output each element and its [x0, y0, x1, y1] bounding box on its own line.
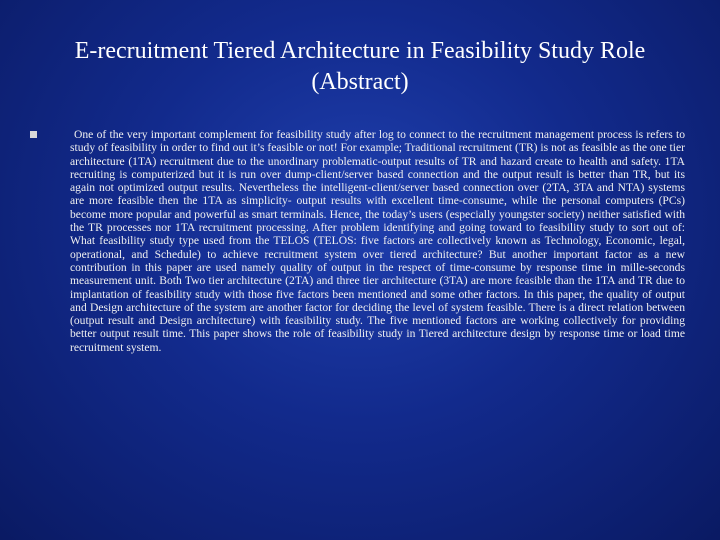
slide-title: E-recruitment Tiered Architecture in Feasibility Study Role (Abstract): [74, 38, 646, 95]
square-bullet-icon: [30, 131, 37, 138]
abstract-paragraph: One of the very important complement for feasibility study after log to connect to the recruitment management process is refers to study of feasibility in order to find out it’s feasible or not! For example; Traditional recruitment (TR) is not as feasible as the one tier architecture (1TA) recruitment due to the unordinary problematic-output results of TR and hazard create to health and safety. 1TA recruiting is computerized but it is run over dump-client/server based connection and the output result is better than TR, but its again not optimized output results. Nevertheless the intelligent-client/server based connection over (2TA, 3TA and NTA) systems are more feasible then the 1TA as simplicity- output results with excellent time-consume, while the personal computers (PCs) become more popular and powerful as smart terminals. Hence, the today’s users (especially youngster society) neither satisfied with the TR processes nor 1TA recruitment processing. After problem identifying and going toward to feasibility study to sort out of: What feasibility study type used from the TELOS (TELOS: five factors are collectively known as Technology, Economic, legal, operational, and Schedule) to achieve recruitment system over tiered architecture? But another important factor as a new contribution in this paper are used namely quality of output in the respect of time-consume by response time in mille-seconds measurement unit. Both Two tier architecture (2TA) and three tier architecture (3TA) are more feasible than the 1TA and TR due to implantation of feasibility study with those five factors been mentioned and some other factors. In this paper, the quality of output and Design architecture of the system are another factor for deciding the level of system feasible. There is a direct relation between (output result and Design architecture) with feasibility study. The five mentioned factors are working collectively for providing better output result time. This paper shows the role of feasibility study in Tiered architecture design by response time or load time recruitment system.: [70, 128, 685, 354]
